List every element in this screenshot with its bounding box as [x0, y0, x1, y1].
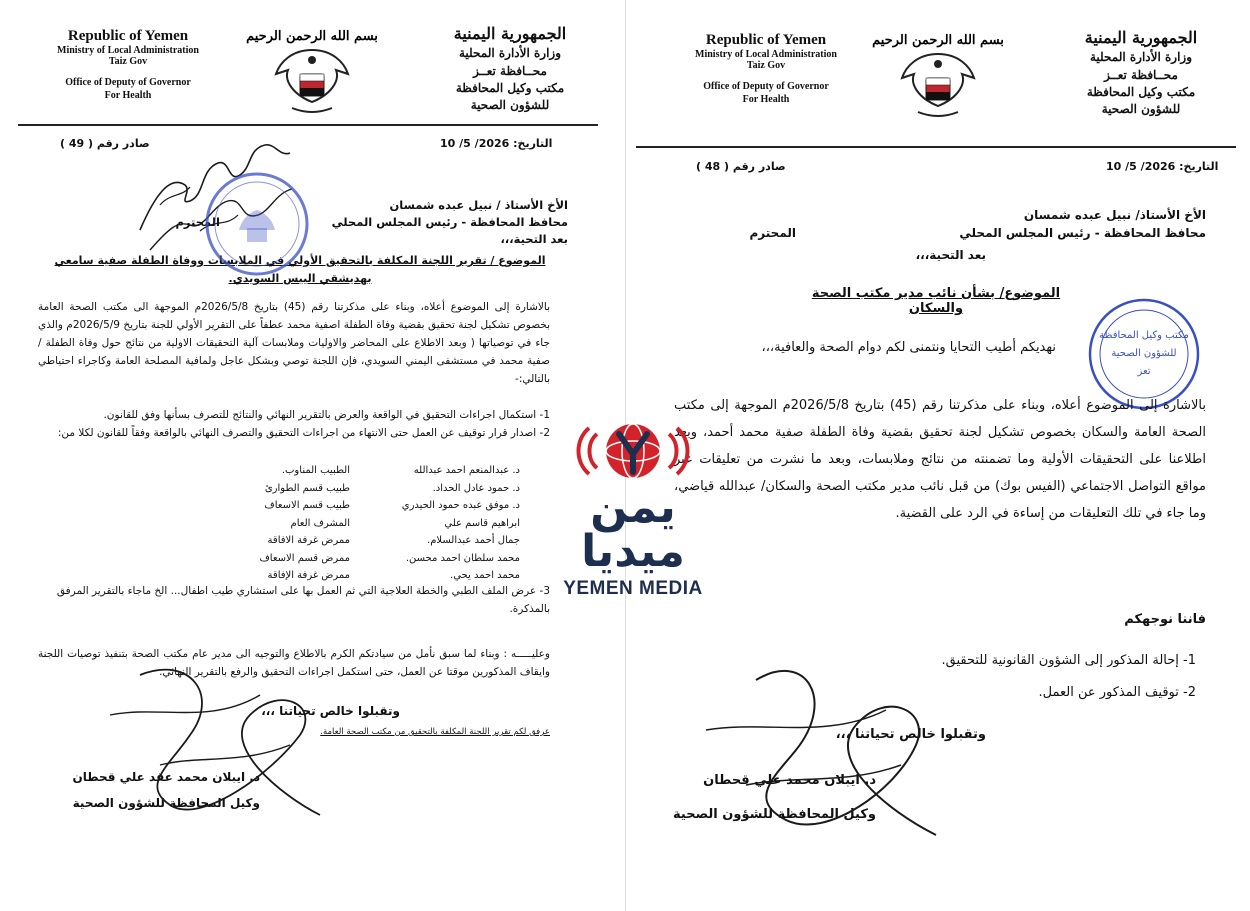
office-en: Office of Deputy of Governor For Health [65, 77, 191, 101]
governorate-en: Taiz Gov [108, 56, 148, 67]
staff-name: د. موفق عبده حمود الحيدري [401, 500, 520, 511]
honorific: المحترم [749, 226, 796, 240]
staff-name: محمد احمد يحي. [450, 570, 520, 581]
arabic-letterhead: الجمهورية اليمنية وزارة الأدارة المحلية محــافظة تعــز مكتب وكيل المحافظة للشؤون الصحية [453, 24, 567, 113]
reference-number: صادر رقم ( 49 ) [60, 137, 150, 150]
reference-number: صادر رقم ( 48 ) [696, 160, 786, 173]
arabic-letterhead: الجمهورية اليمنية وزارة الأدارة المحلية محــافظة تعــز مكتب وكيل المحافظة للشؤون الصحية [1084, 28, 1198, 117]
right-letter [625, 0, 1250, 911]
country-en: Republic of Yemen [67, 28, 189, 44]
stamp-line-1: مكتب وكيل المحافظة [1099, 330, 1189, 341]
stamp-line-2: للشؤون الصحية [1111, 348, 1177, 359]
yemen-emblem-icon [246, 22, 378, 122]
list-item: 1- استكمال اجراءات التحقيق في الواقعة والعرض بالتقرير النهائي والنتائج للتصرف بسأنها وفق للقانون. [103, 409, 550, 421]
staff-role: طبيب قسم الاسعاف [264, 500, 350, 511]
body-paragraph: بالاشارة إلى الموضوع أعلاه، وبناء على مذكرتنا رقم (45) بتاريخ 2026/5/8م الموجهة إلى مكتب الصحة العامة والسكان بخصوص تشكيل لجنة تحقيق بقضية وفاة الطفلة صفية محمد أحمد، وبعد اطلاعنا على التحقيقات الأولية وما تضمنته من نتائج وملابسات، وبعد ما نشرت من تعليقات عبر مواقع التواصل الاجتماعي (الفيس بوك) من قبل نائب مدير مكتب الصحة والسكان/ عبدالله قياضي، وما جاء في تلك التعليقات من إساءة في الرد على القضية. [674, 398, 1206, 521]
official-stamp-icon [203, 170, 311, 278]
ministry-en: Ministry of Local Administration [57, 45, 199, 56]
subject-line: الموضوع / تقرير اللجنة المكلفة بالتحقيق الأولي في الملابسات ووفاة الطفلة صفية سامعي بهديشقي اليبس السويدي. [54, 254, 546, 285]
letter-date: التاريخ: 2026/ 5/ 10 [1106, 160, 1219, 173]
honorific: المحترم [175, 215, 220, 229]
watermark-arabic: يمن ميديا [581, 482, 685, 577]
recommendations-list [38, 406, 550, 442]
yemen-media-watermark [553, 420, 713, 600]
salutation: وتقبلوا خالص تحياتنا ،،، [261, 704, 400, 718]
signer-name: د. ايبلان محمد علي قحطان [703, 773, 876, 788]
signer-title: وكيل المحافظة للشؤون الصحية [72, 796, 260, 810]
staff-role: طبيب قسم الطوارئ [264, 482, 350, 494]
wishes: نهديكم أطيب التحايا ونتمنى لكم دوام الصحة والعافية،،، [761, 340, 1056, 355]
signature-scribble [686, 650, 946, 850]
addressee: الأخ الأستاذ / نبيل عبده شمسان محافظ المحافظة - رئيس المجلس المحلي بعد التحية،،، [331, 198, 568, 246]
salutation: وتقبلوا خالص تحياتنا ،،، [835, 727, 986, 742]
svg-text:بسم الله الرحمن الرحيم: بسم الله الرحمن الرحيم [872, 33, 1004, 48]
staff-role: ممرض غرفة الإفاقة [267, 570, 350, 581]
staff-name: ابراهيم قاسم علي [444, 517, 520, 529]
watermark-english: YEMEN MEDIA [563, 578, 703, 599]
left-letter [0, 0, 612, 911]
staff-role: ممرض قسم الاسعاف [259, 552, 350, 564]
header-rule [636, 146, 1236, 148]
staff-role: ممرض غرفة الافاقة [267, 535, 350, 546]
list-item-3: 3- عرض الملف الطبي والخطة العلاجية التي ثم العمل بها على استشاري طيب اطفال... الخ ماجاء بالتقرير المرفق بالمذكرة. [56, 585, 550, 615]
staff-name: محمد سلطان احمد محسن. [405, 552, 520, 564]
svg-text:بسم الله الرحمن الرحيم: بسم الله الرحمن الرحيم [246, 29, 378, 44]
stamp-line-3: تعز [1137, 366, 1151, 377]
closing-paragraph: وعليـــــه : وبناء لما سبق نأمل من سيادتكم الكرم بالاطلاع والتوجيه الى مدير عام مكتب الصحة بتنفيذ توصيات اللجنة وايقاف المذكورين موقتا عن العمل، حتى استكمل اجراءات التحقيق والرفع بالتقرير النهائي. [38, 648, 550, 678]
globe-logo-icon [553, 420, 713, 482]
staff-name: د. حمود عادل الحداد. [432, 482, 520, 494]
staff-table [180, 462, 520, 585]
letter-date: التاريخ: 2026/ 5/ 10 [440, 137, 553, 150]
english-letterhead: Republic of Yemen Ministry of Local Administration Taiz Gov Office of Deputy of Governor For Health [695, 32, 837, 105]
signature-scribble [100, 655, 340, 825]
signer-name: د. ايبلان محمد عقد علي قحطان [72, 770, 260, 784]
english-letterhead [28, 28, 228, 102]
attachment-note: عرفق لكم تقرير اللجنة المكلفة بالتحقيق من مكتب الصحة العامة. [320, 727, 550, 737]
staff-name: د. عبدالمنعم احمد عبدالله [413, 465, 520, 476]
staff-role: المشرف العام [290, 517, 350, 529]
list-item: 2- اصدار قرار توقيف عن العمل حتى الانتهاء من اجراءات التحقيق والتصرف النهائي بالواقعة وفقاً للقانون لكلا من: [57, 427, 550, 439]
yemen-emblem-icon [872, 26, 1004, 126]
addressee: الأخ الأستاذ/ نبيل عبده شمسان محافظ المحافظة - رئيس المجلس المحلي [959, 208, 1206, 240]
body-paragraph: بالاشارة إلى الموضوع أعلاه، وبناء على مذكرتنا رقم (45) بتاريخ 2026/5/8م الموجهة الى مكتب الصحة العامة بخصوص تشكيل لجنة تحقيق بقضية وفاة الطفلة اصفية محمد عطفاً على التقرير الأولي للجنة بتاريخ 2026/5/9م والذي جاء في توصياتها ( وبعد الاطلاع على المحاضر والاوليات وملابسات آلية التحقيقات الاولية من نتائج حول وفاة الطفلة / صفية محمد في مستشفى اليمني السويدي، فإن اللجنة توصي وبشكل عاجل ولمافية المصلحة العامة وكاجراء احتياطي بالتالي:- [38, 301, 551, 385]
header-rule [18, 124, 598, 126]
list-item: 2- توقيف المذكور عن العمل. [1038, 685, 1196, 700]
staff-role: الطبيب المناوب. [281, 465, 350, 476]
subject-line: الموضوع/ بشأن نائب مدير مكتب الصحة والسكان [811, 286, 1061, 316]
directive-title: فاننا نوجهكم [1124, 612, 1206, 627]
list-item: 1- إحالة المذكور إلى الشؤون القانونية للتحقيق. [941, 653, 1196, 668]
signer-title: وكيل المحافظة للشؤون الصحية [673, 807, 876, 822]
greeting: بعد التحية،،، [915, 248, 986, 262]
staff-name: جمال أحمد عبدالسلام. [427, 535, 520, 546]
